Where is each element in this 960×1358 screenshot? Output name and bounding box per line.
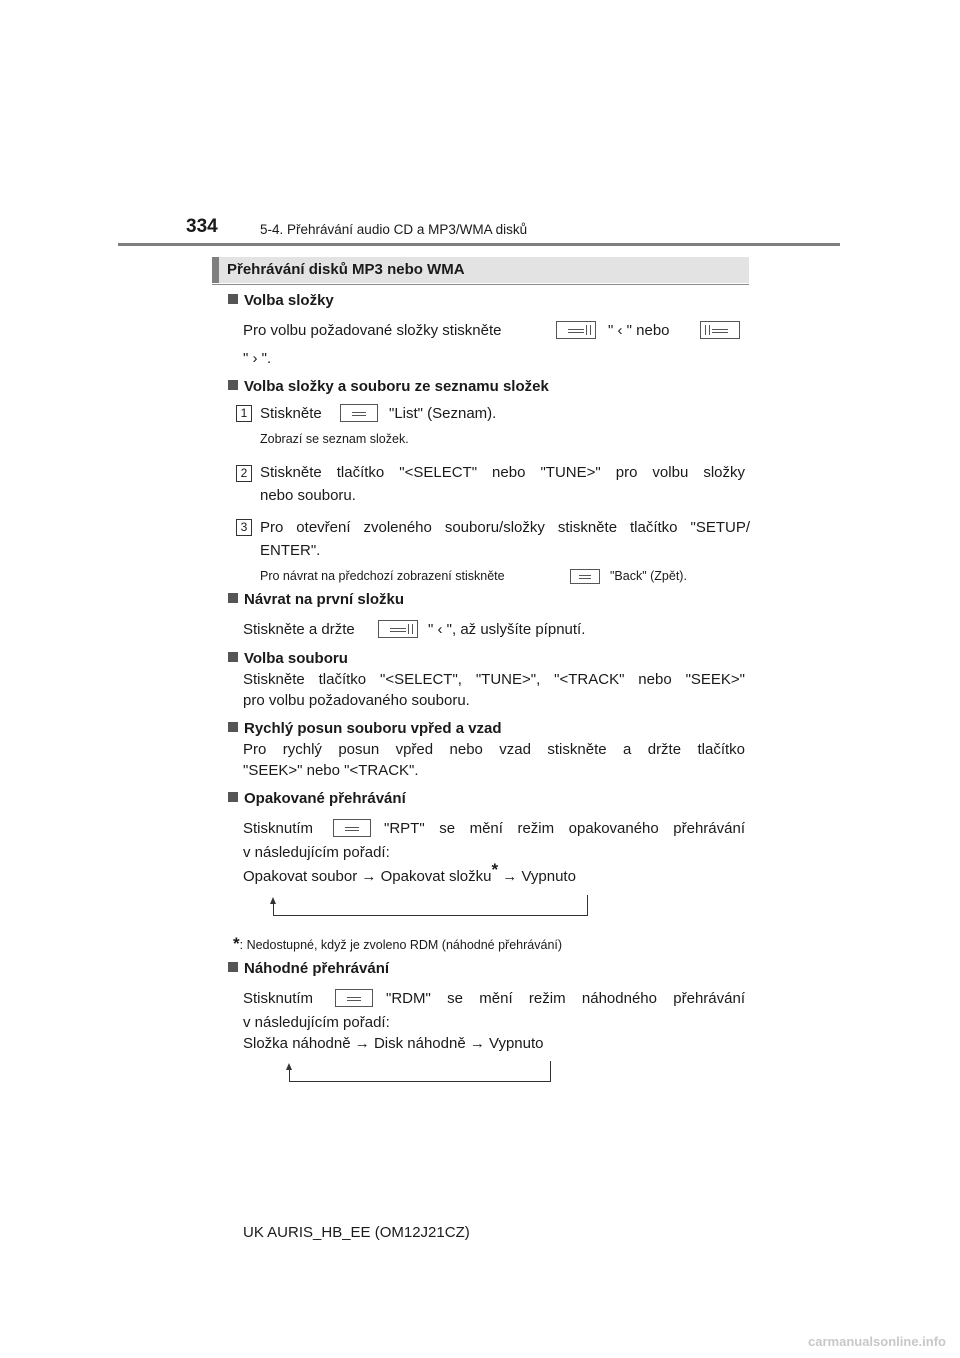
first-folder-text-b: " ‹ ", až uslyšíte pípnutí. — [428, 621, 586, 638]
square-bullet-icon — [228, 294, 238, 304]
square-bullet-icon — [228, 722, 238, 732]
repeat-text-line2: v následujícím pořadí: — [243, 844, 390, 861]
loop-line — [550, 1061, 551, 1082]
arrow-right-icon: → — [354, 1035, 370, 1052]
loop-line — [289, 1081, 551, 1082]
repeat-text-a: Stisknutím — [243, 820, 314, 837]
square-bullet-icon — [228, 593, 238, 603]
first-folder-text-a: Stiskněte a držte — [243, 621, 355, 638]
section-title: Přehrávání disků MP3 nebo WMA — [227, 261, 465, 278]
step3-note-b: "Back" (Zpět). — [610, 569, 687, 583]
footnote: *: Nedostupné, když je zvoleno RDM (náhodné přehrávání) — [233, 934, 563, 953]
back-button-icon — [570, 569, 600, 584]
fast-forward-line2: "SEEK>" nebo "<TRACK". — [243, 762, 419, 779]
footer-model-code: UK AURIS_HB_EE (OM12J21CZ) — [243, 1224, 470, 1241]
arrow-right-icon: → — [502, 868, 518, 885]
step-number: 3 — [236, 519, 252, 536]
heading-random: Náhodné přehrávání — [228, 960, 389, 977]
file-select-line2: pro volbu požadovaného souboru. — [243, 692, 470, 709]
heading-repeat: Opakované přehrávání — [228, 790, 406, 807]
section-title-bar — [212, 257, 749, 283]
chapter-title: 5-4. Přehrávání audio CD a MP3/WMA disků — [260, 222, 528, 237]
random-text-line2: v následujícím pořadí: — [243, 1014, 390, 1031]
footnote-marker: * — [491, 860, 499, 879]
heading-first-folder: Návrat na první složku — [228, 591, 404, 608]
header-rule — [118, 243, 840, 246]
folder-up-button-icon — [700, 321, 740, 339]
heading-file-select: Volba souboru — [228, 650, 348, 667]
folder-select-text: Pro volbu požadované složky stiskněte — [243, 322, 502, 339]
folder-down-button-icon — [556, 321, 596, 339]
list-button-icon — [340, 404, 378, 422]
step1-note: Zobrazí se seznam složek. — [260, 432, 409, 446]
loop-line — [273, 915, 588, 916]
random-text-a: Stisknutím — [243, 990, 314, 1007]
fast-forward-line1: Pro rychlý posun vpřed nebo vzad stiskněte a držte tlačítko — [243, 741, 745, 758]
square-bullet-icon — [228, 380, 238, 390]
repeat-text-b: "RPT" se mění režim opakovaného přehrávání — [384, 820, 745, 837]
step1-text-b: "List" (Seznam). — [389, 405, 497, 422]
step3-text-line1: Pro otevření zvoleného souboru/složky stiskněte tlačítko "SETUP/ — [260, 519, 750, 536]
step-number: 2 — [236, 465, 252, 482]
loop-line — [587, 895, 588, 916]
page-number: 334 — [186, 216, 218, 237]
random-sequence: Složka náhodně → Disk náhodně → Vypnuto — [243, 1035, 544, 1052]
section-underline — [212, 284, 749, 285]
square-bullet-icon — [228, 962, 238, 972]
step3-text-line2: ENTER". — [260, 542, 321, 559]
folder-down-button-icon — [378, 620, 418, 638]
watermark: carmanualsonline.info — [808, 1334, 946, 1349]
heading-list-select: Volba složky a souboru ze seznamu složek — [228, 378, 549, 395]
folder-select-text-c: " › ". — [243, 350, 272, 367]
step2-text-line2: nebo souboru. — [260, 487, 356, 504]
heading-fast-forward: Rychlý posun souboru vpřed a vzad — [228, 720, 502, 737]
loop-line — [289, 1069, 290, 1081]
random-text-b: "RDM" se mění režim náhodného přehrávání — [386, 990, 745, 1007]
rpt-button-icon — [333, 819, 371, 837]
square-bullet-icon — [228, 652, 238, 662]
rdm-button-icon — [335, 989, 373, 1007]
heading-folder-select: Volba složky — [228, 292, 334, 309]
step3-note-a: Pro návrat na předchozí zobrazení stiskněte — [260, 569, 505, 583]
step-number: 1 — [236, 405, 252, 422]
folder-select-text-b: " ‹ " nebo — [608, 322, 670, 339]
square-bullet-icon — [228, 792, 238, 802]
arrow-right-icon: → — [469, 1035, 485, 1052]
repeat-sequence: Opakovat soubor → Opakovat složku* → Vypnuto — [243, 860, 576, 885]
loop-line — [273, 903, 274, 915]
step1-text-a: Stiskněte — [260, 405, 322, 422]
arrow-right-icon: → — [361, 868, 377, 885]
step2-text-line1: Stiskněte tlačítko "<SELECT" nebo "TUNE>" pro volbu složky — [260, 464, 745, 481]
file-select-line1: Stiskněte tlačítko "<SELECT", "TUNE>", "<TRACK" nebo "SEEK>" — [243, 671, 745, 688]
